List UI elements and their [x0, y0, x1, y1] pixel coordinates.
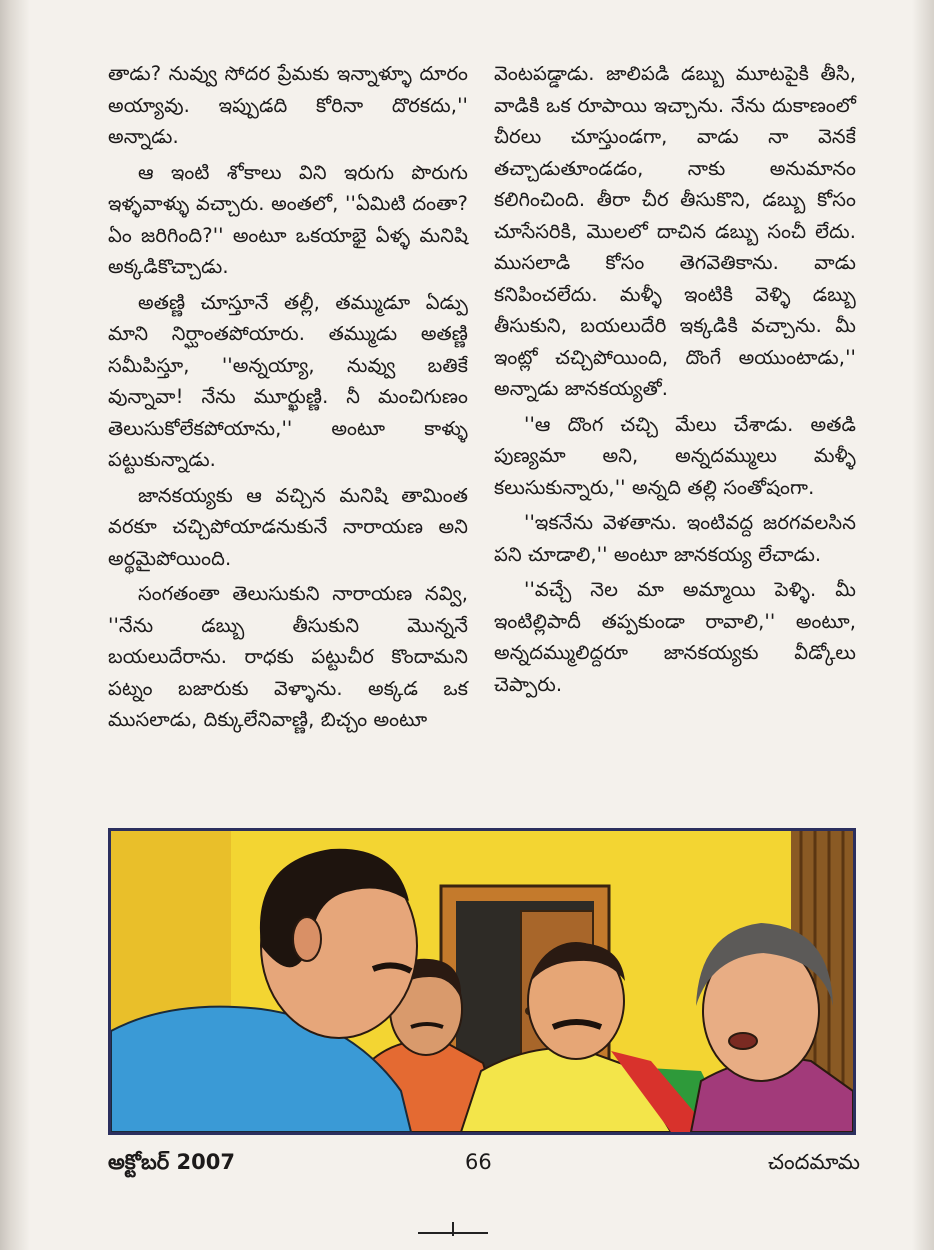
page-footer [108, 1150, 860, 1180]
page-edge-shadow [912, 0, 934, 1250]
crop-mark [452, 1222, 454, 1236]
paragraph: ''ఆ దొంగ చచ్చి మేలు చేశాడు. అతడి పుణ్యమా అని, అన్నదమ్ములు మళ్ళీ కలుసుకున్నారు,'' అన్నది తల్లి సంతోషంగా. [494, 412, 856, 499]
page-number: 66 [465, 1150, 492, 1174]
issue-date: అక్టోబర్ 2007 [108, 1150, 235, 1174]
magazine-name: చందమామ [768, 1150, 860, 1174]
left-text-column [108, 58, 468, 740]
paragraph: సంగతంతా తెలుసుకుని నారాయణ నవ్వి, ''నేను డబ్బు తీసుకుని మొన్ననే బయలుదేరాను. రాధకు పట్టుచీర కొందామని పట్నం బజారుకు వెళ్ళాను. అక్కడ ఒక ముసలాడు, దిక్కులేనివాణ్ణి, బిచ్చం అంటూ [108, 582, 468, 731]
paragraph: ''వచ్చే నెల మా అమ్మాయి పెళ్ళి. మీ ఇంటిల్లిపాదీ తప్పకుండా రావాలి,'' అంటూ, అన్నదమ్ములిద్దరూ జానకయ్యకు వీడ్కోలు చెప్పారు. [494, 578, 856, 696]
right-text-column [494, 58, 856, 704]
paragraph: వెంటపడ్డాడు. జాలిపడి డబ్బు మూటపైకి తీసి, వాడికి ఒక రూపాయి ఇచ్చాను. నేను దుకాణంలో చీరలు చూస్తుండగా, వాడు నా వెనకే తచ్చాడుతూండడం, నాకు అనుమానం కలిగించింది. తీరా చీర తీసుకొని, డబ్బు కోసం చూసేసరికి, మొలలో దాచిన డబ్బు సంచీ లేదు. ముసలాడి కోసం తెగవెతికాను. వాడు కనిపించలేదు. మళ్ళీ ఇంటికి వెళ్ళి డబ్బు తీసుకుని, బయలుదేరి ఇక్కడికి వచ్చాను. మీ ఇంట్లో చచ్చిపోయింది, దొంగే అయుంటాడు,'' అన్నాడు జానకయ్యతో. [494, 62, 856, 400]
paragraph: అతణ్ణి చూస్తూనే తల్లీ, తమ్ముడూ ఏడ్పు మాని నిర్ఘాంతపోయారు. తమ్ముడు అతణ్ణి సమీపిస్తూ, ''అన్నయ్యా, నువ్వు బతికే వున్నావా! నేను మూర్ఖుణ్ణి. నీ మంచిగుణం తెలుసుకోలేకపోయాను,'' అంటూ కాళ్ళు పట్టుకున్నాడు. [108, 290, 468, 471]
page-binding-shadow [0, 0, 30, 1250]
story-illustration [108, 828, 856, 1135]
paragraph: ఆ ఇంటి శోకాలు విని ఇరుగు పొరుగు ఇళ్ళవాళ్ళు వచ్చారు. అంతలో, ''ఏమిటి దంతా? ఏం జరిగింది?'' అంటూ ఒకయాభై ఏళ్ళ మనిషి అక్కడికొచ్చాడు. [108, 160, 468, 278]
illustration-scene [111, 831, 853, 1132]
paragraph: తాడు? నువ్వు సోదర ప్రేమకు ఇన్నాళ్ళూ దూరం అయ్యావు. ఇప్పుడది కోరినా దొరకదు,'' అన్నాడు. [108, 62, 468, 148]
paragraph: జానకయ్యకు ఆ వచ్చిన మనిషి తామింత వరకూ చచ్చిపోయాడనుకునే నారాయణ అని అర్థమైపోయింది. [108, 483, 468, 570]
paragraph: ''ఇకనేను వెళతాను. ఇంటివద్ద జరగవలసిన పని చూడాలి,'' అంటూ జానకయ్య లేచాడు. [494, 511, 856, 566]
